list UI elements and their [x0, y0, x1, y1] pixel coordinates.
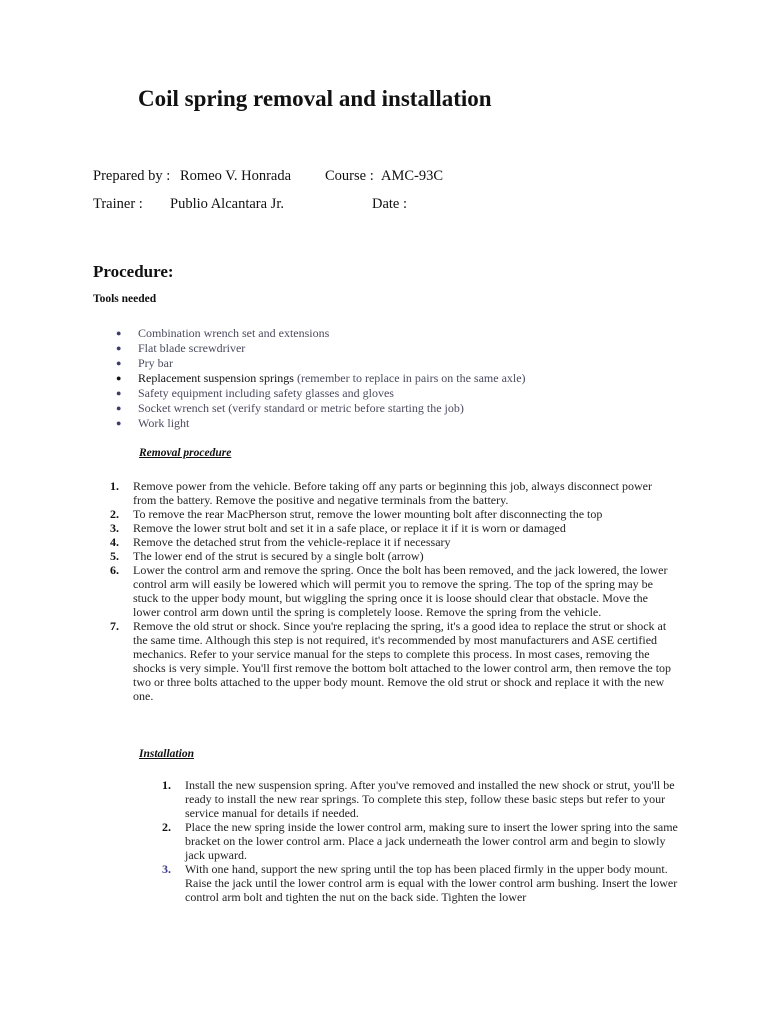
list-item: ● Replacement suspension springs (remember to replace in pairs on the same axle) — [116, 371, 526, 385]
date-label: Date : — [372, 196, 408, 212]
list-item: 3. Remove the lower strut bolt and set it in a safe place, or replace it if it is worn or damaged — [110, 521, 566, 535]
bullet-icon: ● — [116, 373, 122, 383]
list-item: 1. Remove power from the vehicle. Before taking off any parts or beginning this job, always disconnect power from the battery. Remove the positive and negative terminals from the battery. — [110, 479, 652, 507]
bullet-icon: ● — [116, 403, 122, 413]
list-item: 4. Remove the detached strut from the vehicle-replace it if necessary — [110, 535, 451, 549]
list-item: 5. The lower end of the strut is secured by a single bolt (arrow) — [110, 549, 424, 563]
prepared-by-label: Prepared by : — [93, 168, 171, 184]
installation-heading: Installation — [139, 748, 194, 760]
list-item: 1. Install the new suspension spring. After you've removed and installed the new shock or strut, you'll be ready to install the new rear springs. To complete this step, follow these basic steps but refer to your service manual for details if needed. — [162, 778, 675, 820]
tools-heading: Tools needed — [93, 293, 157, 305]
removal-heading: Removal procedure — [139, 447, 232, 459]
list-item: 3. With one hand, support the new spring until the top has been placed firmly in the upper body mount. Raise the jack until the lower control arm is equal with the lower control arm bushing. Insert the lower control arm bolt and tighten the nut on the back side. Tighten the lower — [162, 862, 678, 904]
list-item: ● Safety equipment including safety glasses and gloves — [116, 386, 394, 400]
tools-list — [116, 326, 526, 431]
course-label: Course : — [325, 168, 374, 184]
trainer-value: Publio Alcantara Jr. — [170, 196, 284, 212]
bullet-icon: ● — [116, 358, 122, 368]
install-steps-list — [162, 778, 685, 904]
list-item: 2. To remove the rear MacPherson strut, remove the lower mounting bolt after disconnecting the top — [110, 507, 603, 521]
list-item: ● Socket wrench set (verify standard or metric before starting the job) — [116, 401, 464, 415]
document-title: Coil spring removal and installation — [138, 86, 492, 111]
list-item: ● Combination wrench set and extensions — [116, 326, 330, 340]
list-item: ● Flat blade screwdriver — [116, 341, 246, 355]
bullet-icon: ● — [116, 328, 122, 338]
list-item: 2. Place the new spring inside the lower control arm, making sure to insert the lower spring into the same bracket on the lower control arm. Place a jack underneath the lower control arm and begin to slowly jack upward. — [162, 820, 678, 862]
prepared-by-value: Romeo V. Honrada — [180, 168, 292, 184]
course-value: AMC-93C — [381, 168, 444, 184]
procedure-heading: Procedure: — [93, 262, 174, 281]
removal-steps-list — [110, 479, 673, 703]
list-item: ● Pry bar — [116, 356, 173, 370]
bullet-icon: ● — [116, 343, 122, 353]
list-item: 6. Lower the control arm and remove the spring. Once the bolt has been removed, and the jack lowered, the lower control arm will easily be lowered which will permit you to remove the spring. The top of the spring may be stuck to the upper body mount, but wiggling the spring once it is loose should clear that obstacle. Move the lower control arm down until the spring is completely loose. Remove the spring from the vehicle. — [110, 563, 668, 619]
list-item: ● Work light — [116, 416, 190, 430]
bullet-icon: ● — [116, 388, 122, 398]
bullet-icon: ● — [116, 418, 122, 428]
trainer-label: Trainer : — [93, 196, 143, 212]
list-item: 7. Remove the old strut or shock. Since you're replacing the spring, it's a good idea to replace the strut or shock at the same time. Although this step is not required, it's recommended by most manufacturers and ASE certified mechanics. Refer to your service manual for the steps to complete this process. In most cases, removing the shocks is very simple. You'll first remove the bottom bolt attached to the lower control arm, then remove the top two or three bolts attached to the upper body mount. Remove the old strut or shock and replace it with the new one. — [110, 619, 672, 703]
